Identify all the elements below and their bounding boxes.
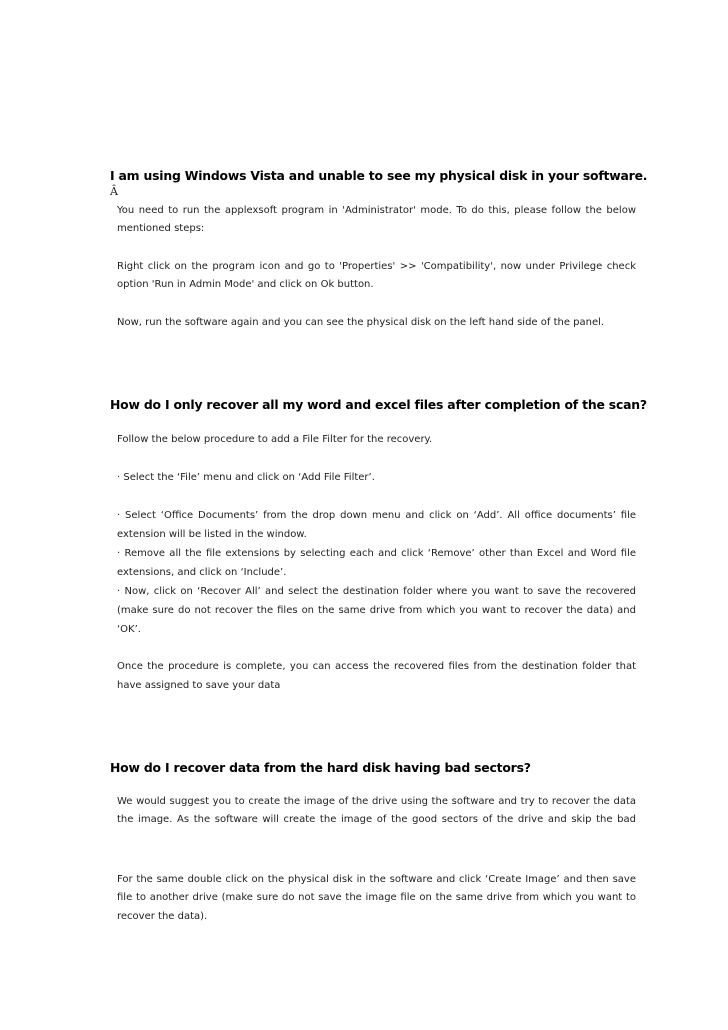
- answer-line: file to another drive (make sure do not save the image file on the same drive from which you want to: [117, 892, 636, 903]
- answer-line: Now, run the software again and you can see the physical disk on the left hand side of the panel.: [117, 317, 605, 328]
- answer-step: · Select ‘Office Documents’ from the drop down menu and click on ‘Add’. All office documents’ file: [117, 510, 636, 521]
- faq-question-vista: I am using Windows Vista and unable to see my physical disk in your software.: [110, 168, 648, 183]
- answer-line: Once the procedure is complete, you can access the recovered files from the destination folder that: [117, 661, 636, 672]
- answer-step: · Select the ‘File’ menu and click on ‘Add File Filter’.: [117, 472, 375, 483]
- answer-line: extensions, and click on ‘Include’.: [117, 567, 287, 578]
- answer-line: option 'Run in Admin Mode' and click on Ok button.: [117, 279, 374, 290]
- answer-line: extension will be listed in the window.: [117, 529, 307, 540]
- answer-line: have assigned to save your data: [117, 680, 281, 691]
- answer-line: recover the data).: [117, 911, 208, 922]
- answer-line: the image. As the software will create the image of the good sectors of the drive and skip the bad: [117, 814, 636, 825]
- faq-question-word-excel: How do I only recover all my word and excel files after completion of the scan?: [110, 397, 647, 412]
- answer-line: ‘OK’.: [117, 624, 141, 635]
- answer-line: For the same double click on the physical disk in the software and click ‘Create Image’ and then save: [117, 874, 636, 885]
- answer-line: Follow the below procedure to add a File Filter for the recovery.: [117, 434, 433, 445]
- faq-question-bad-sectors: How do I recover data from the hard disk having bad sectors?: [110, 760, 531, 775]
- answer-line: (make sure do not recover the files on the same drive from which you want to recover the data) and: [117, 605, 636, 616]
- stray-character: Â: [110, 185, 118, 198]
- answer-line: You need to run the applexsoft program in 'Administrator' mode. To do this, please follow the below: [117, 205, 636, 216]
- answer-step: · Now, click on ‘Recover All’ and select the destination folder where you want to save the recovered: [117, 586, 636, 597]
- answer-line: mentioned steps:: [117, 223, 205, 234]
- answer-step: · Remove all the file extensions by selecting each and click ‘Remove’ other than Excel and Word file: [117, 548, 636, 559]
- answer-line: We would suggest you to create the image of the drive using the software and try to recover the data: [117, 796, 636, 807]
- answer-line: Right click on the program icon and go to 'Properties' >> 'Compatibility', now under Privilege check: [117, 261, 636, 272]
